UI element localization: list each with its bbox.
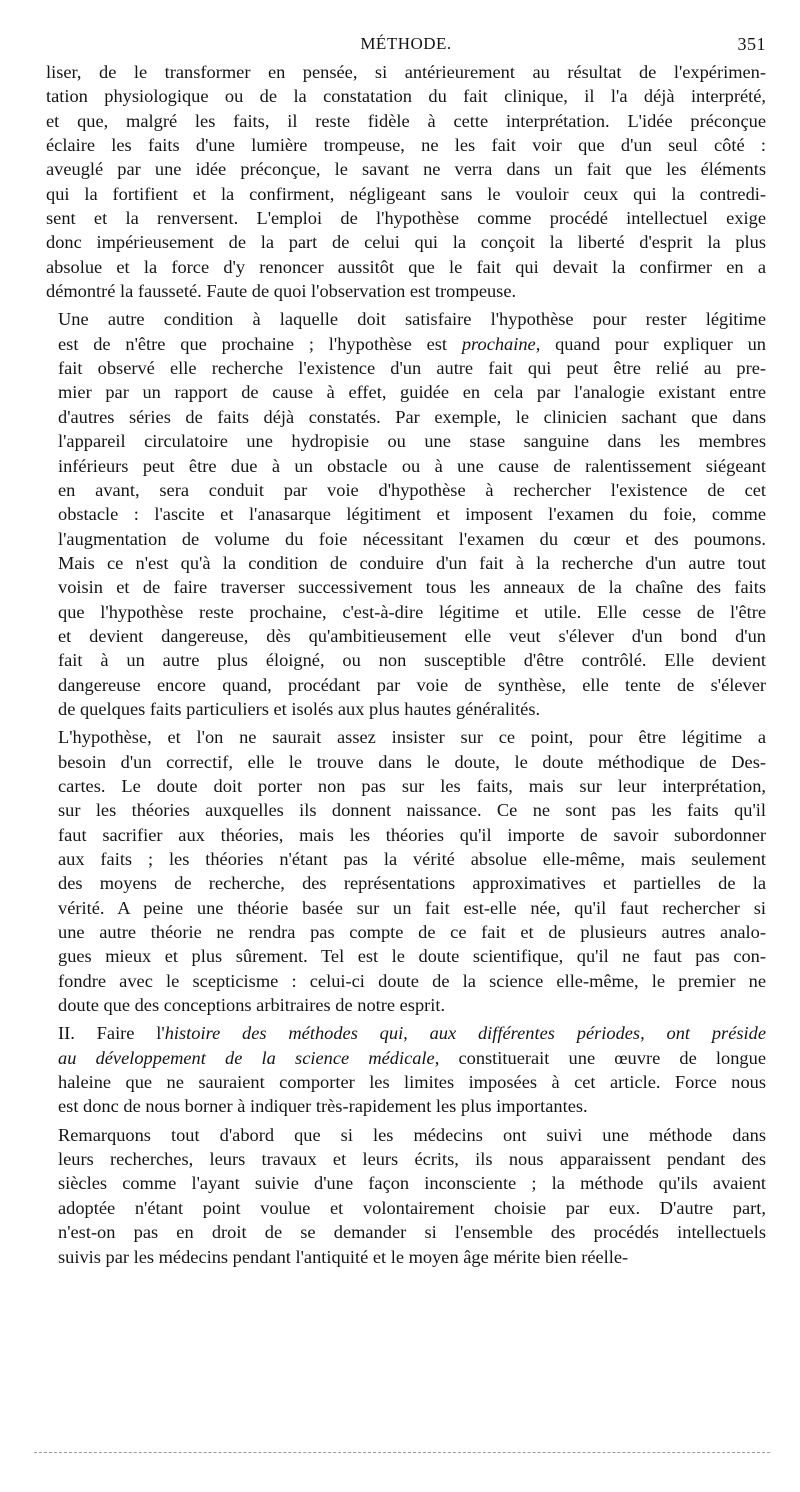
text-line: donc impérieusement de la part de celui qui la conçoit la liberté d'esprit la plus bbox=[46, 232, 766, 253]
running-title: MÉTHODE. bbox=[360, 34, 452, 53]
text-line: fondre avec le scepticisme : celui-ci doute de la science elle-même, le premier ne bbox=[58, 970, 766, 991]
text-line: sent et la renversent. L'emploi de l'hypothèse comme procédé intellectuel exige bbox=[46, 208, 766, 229]
text-line: fait à un autre plus éloigné, ou non susceptible d'être contrôlé. Elle devient bbox=[58, 650, 766, 671]
text-line: que l'hypothèse reste prochaine, c'est-à-dire légitime et utile. Elle cesse de l'être bbox=[58, 601, 766, 622]
text-line: dangereuse encore quand, procédant par voie de synthèse, elle tente de s'élever bbox=[58, 674, 766, 695]
text-line: inférieurs peut être due à un obstacle ou à une cause de ralentissement siégeant bbox=[58, 455, 766, 476]
text-line: leurs recherches, leurs travaux et leurs écrits, ils nous apparaissent pendant des bbox=[58, 1149, 766, 1170]
text-line: haleine que ne sauraient comporter les limites imposées à cet article. Force nous bbox=[58, 1072, 766, 1093]
text-line: doute que des conceptions arbitraires de notre esprit. bbox=[58, 995, 446, 1016]
text-line: absolue et la force d'y renoncer aussitôt que le fait qui devait la confirmer en a bbox=[46, 256, 766, 277]
text-line: II. Faire l'histoire des méthodes qui, aux différentes périodes, ont préside bbox=[58, 1023, 766, 1044]
text-line: obstacle : l'ascite et l'anasarque légitiment et imposent l'examen du foie, comme bbox=[58, 504, 766, 525]
text-line: des moyens de recherche, des représentations approximatives et partielles de la bbox=[58, 873, 766, 894]
page-number: 351 bbox=[737, 34, 766, 54]
text-line: liser, de le transformer en pensée, si antérieurement au résultat de l'expérimen- bbox=[46, 62, 766, 82]
text-line: une autre théorie ne rendra pas compte de ce fait et de plusieurs autres analo- bbox=[58, 922, 766, 943]
text-line: l'augmentation de volume du foie nécessitant l'examen du cœur et des poumons. bbox=[58, 528, 766, 549]
text-line: suivis par les médecins pendant l'antiquité et le moyen âge mérite bien réelle- bbox=[58, 1246, 629, 1267]
text-line: mier par un rapport de cause à effet, guidée en cela par l'analogie existant entre bbox=[58, 382, 766, 403]
running-head bbox=[46, 24, 766, 54]
paragraph bbox=[46, 60, 766, 303]
text-line: voisin et de faire traverser successivement tous les anneaux de la chaîne des faits bbox=[58, 577, 766, 598]
text-line: de quelques faits particuliers et isolés aux plus hautes généralités. bbox=[58, 698, 541, 719]
text-line: Mais ce n'est qu'à la condition de conduire d'un fait à la recherche d'un autre tout bbox=[58, 552, 766, 573]
footer-rule bbox=[34, 1452, 770, 1453]
paragraph bbox=[46, 307, 766, 721]
text-line: Remarquons tout d'abord que si les médecins ont suivi une méthode dans bbox=[58, 1124, 766, 1145]
text-line: l'appareil circulatoire une hydropisie ou une stase sanguine dans les membres bbox=[58, 431, 766, 452]
text-line: Une autre condition à laquelle doit satisfaire l'hypothèse pour rester légitime bbox=[58, 309, 766, 330]
text-line: et que, malgré les faits, il reste fidèle à cette interprétation. L'idée préconçue bbox=[46, 110, 766, 131]
text-line: L'hypothèse, et l'on ne saurait assez insister sur ce point, pour être légitime a bbox=[58, 727, 766, 748]
text-line: et devient dangereuse, dès qu'ambitieusement elle veut s'élever d'un bond d'un bbox=[58, 625, 766, 646]
text-line: cartes. Le doute doit porter non pas sur les faits, mais sur leur interprétation, bbox=[58, 775, 766, 796]
text-line: besoin d'un correctif, elle le trouve dans le doute, le doute méthodique de Des- bbox=[58, 751, 766, 772]
body-text bbox=[46, 60, 766, 1269]
text-line: sur les théories auxquelles ils donnent naissance. Ce ne sont pas les faits qu'il bbox=[58, 800, 766, 821]
text-line: est de n'être que prochaine ; l'hypothèse est prochaine, quand pour expliquer un bbox=[58, 333, 766, 354]
text-line: adoptée n'étant point voulue et volontairement choisie par eux. D'autre part, bbox=[58, 1197, 766, 1218]
text-line: n'est-on pas en droit de se demander si l'ensemble des procédés intellectuels bbox=[58, 1222, 766, 1243]
paragraph bbox=[46, 1123, 766, 1269]
text-line: démontré la fausseté. Faute de quoi l'observation est trompeuse. bbox=[46, 281, 517, 302]
text-line: en avant, sera conduit par voie d'hypothèse à rechercher l'existence de cet bbox=[58, 479, 766, 500]
text-line: éclaire les faits d'une lumière trompeuse, ne les fait voir que d'un seul côté : bbox=[46, 135, 766, 156]
text-line: au développement de la science médicale, constituerait une œuvre de longue bbox=[58, 1047, 766, 1068]
text-line: qui la fortifient et la confirment, négligeant sans le vouloir ceux qui la contredi- bbox=[46, 183, 766, 204]
text-line: aveuglé par une idée préconçue, le savant ne verra dans un fait que les éléments bbox=[46, 159, 766, 180]
text-line: faut sacrifier aux théories, mais les théories qu'il importe de savoir subordonner bbox=[58, 824, 766, 845]
paragraph bbox=[46, 725, 766, 1017]
text-line: fait observé elle recherche l'existence d'un autre fait qui peut être relié au pre- bbox=[58, 358, 766, 379]
text-line: d'autres séries de faits déjà constatés. Par exemple, le clinicien sachant que dans bbox=[58, 406, 766, 427]
paragraph bbox=[46, 1021, 766, 1118]
text-line: est donc de nous borner à indiquer très-rapidement les plus importantes. bbox=[58, 1096, 588, 1117]
text-line: vérité. A peine une théorie basée sur un fait est-elle née, qu'il faut rechercher si bbox=[58, 897, 766, 918]
text-line: gues mieux et plus sûrement. Tel est le doute scientifique, qu'il ne faut pas con- bbox=[58, 946, 766, 967]
text-line: aux faits ; les théories n'étant pas la vérité absolue elle-même, mais seulement bbox=[58, 849, 766, 869]
text-line: tation physiologique ou de la constatation du fait clinique, il l'a déjà interprété, bbox=[46, 86, 766, 107]
text-line: siècles comme l'ayant suivie d'une façon inconsciente ; la méthode qu'ils avaient bbox=[58, 1173, 766, 1194]
